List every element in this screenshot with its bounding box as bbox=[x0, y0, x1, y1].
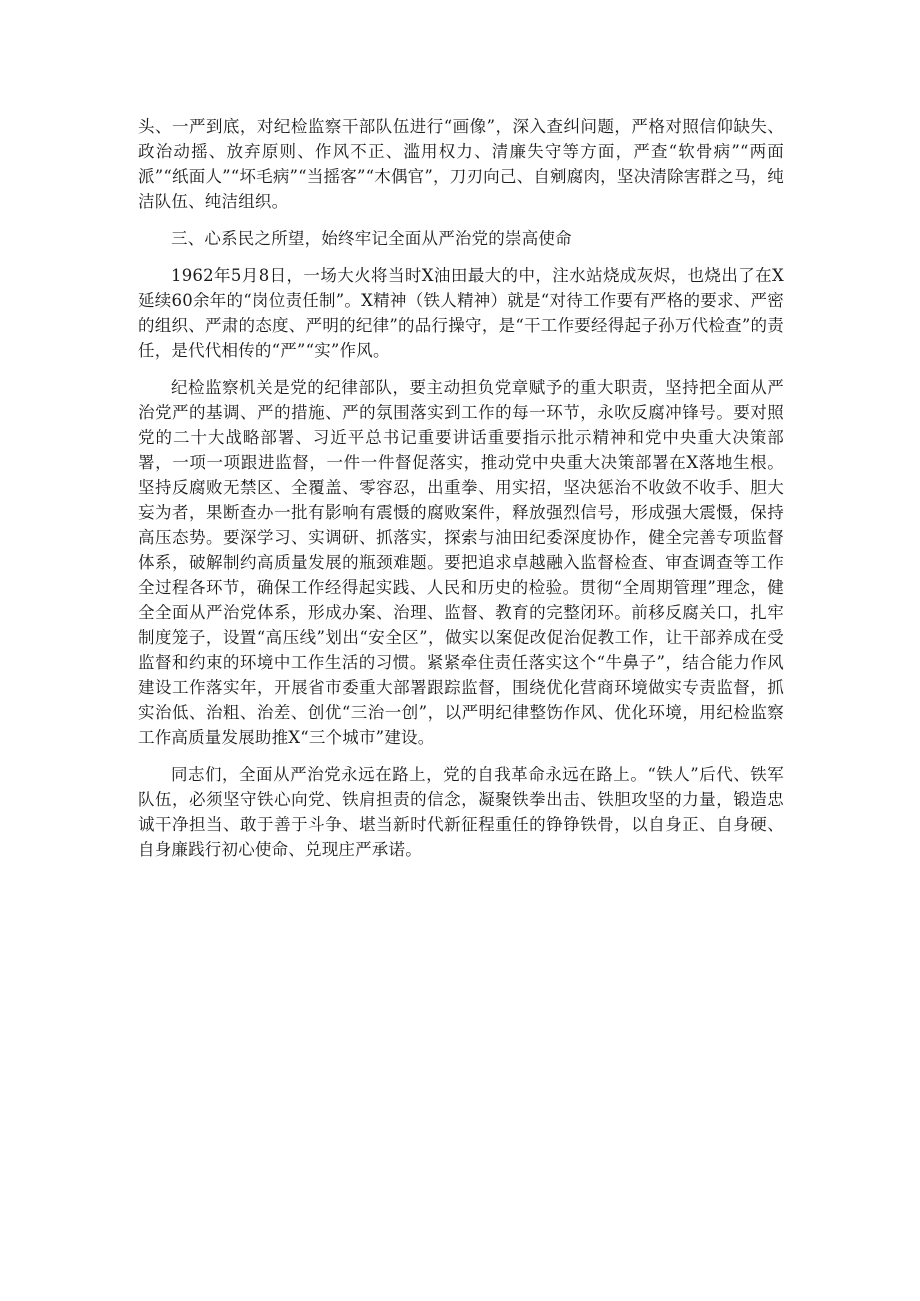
document-page bbox=[138, 114, 784, 874]
paragraph-closing: 同志们，全面从严治党永远在路上，党的自我革命永远在路上。“铁人”后代、铁军队伍，必须坚守铁心向党、铁肩担责的信念，凝聚铁拳出击、铁胆攻坚的力量，锻造忠诚干净担当、敢于善于斗争、堪当新时代新征程重任的铮铮铁骨，以自身正、自身硬、自身廉践行初心使命、兑现庄严承诺。 bbox=[138, 765, 784, 859]
paragraph-history: 1962年5月8日，一场大火将当时X油田最大的中，注水站烧成灰烬，也烧出了在X延续60余年的“岗位责任制”。X精神（铁人精神）就是“对待工作要有严格的要求、严密的组织、严肃的态度、严明的纪律”的品行操守，是“干工作要经得起子孙万代检查”的责任，是代代相传的“严”“实”作风。 bbox=[138, 266, 784, 360]
paragraph-continuation: 头、一严到底，对纪检监察干部队伍进行“画像”，深入查纠问题，严格对照信仰缺失、政治动摇、放弃原则、作风不正、滥用权力、清廉失守等方面，严查“软骨病”“两面派”“纸面人”“坏毛病”“当摇客”“木偶官”，刀刃向己、自剜腐肉，坚决清除害群之马，纯洁队伍、纯洁组织。 bbox=[138, 117, 784, 211]
section-heading: 三、心系民之所望，始终牢记全面从严治党的崇高使命 bbox=[171, 229, 572, 248]
paragraph-discipline: 纪检监察机关是党的纪律部队，要主动担负党章赋予的重大职责，坚持把全面从严治党严的基调、严的措施、严的氛围落实到工作的每一环节，永吹反腐冲锋号。要对照党的二十大战略部署、习近平总书记重要讲话重要指示批示精神和党中央重大决策部署，一项一项跟进监督，一件一件督促落实，推动党中央重大决策部署在X落地生根。坚持反腐败无禁区、全覆盖、零容忍，出重拳、用实招，坚决惩治不收敛不收手、胆大妄为者，果断查办一批有影响有震慑的腐败案件，释放强烈信号，形成强大震慑，保持高压态势。要深学习、实调研、抓落实，探索与油田纪委深度协作，健全完善专项监督体系，破解制约高质量发展的瓶颈难题。要把追求卓越融入监督检查、审查调查等工作全过程各环节，确保工作经得起实践、人民和历史的检验。贯彻“全周期管理”理念，健全全面从严治党体系，形成办案、治理、监督、教育的完整闭环。前移反腐关口，扎牢制度笼子，设置“高压线”划出“安全区”，做实以案促改促治促教工作，让干部养成在受监督和约束的环境中工作生活的习惯。紧紧牵住责任落实这个“牛鼻子”，结合能力作风建设工作落实年，开展省市委重大部署跟踪监督，围绕优化营商环境做实专责监督，抓实治低、治粗、治差、创优“三治一创”，以严明纪律整饬作风、优化环境，用纪检监察工作高质量发展助推X“三个城市”建设。 bbox=[138, 378, 784, 747]
